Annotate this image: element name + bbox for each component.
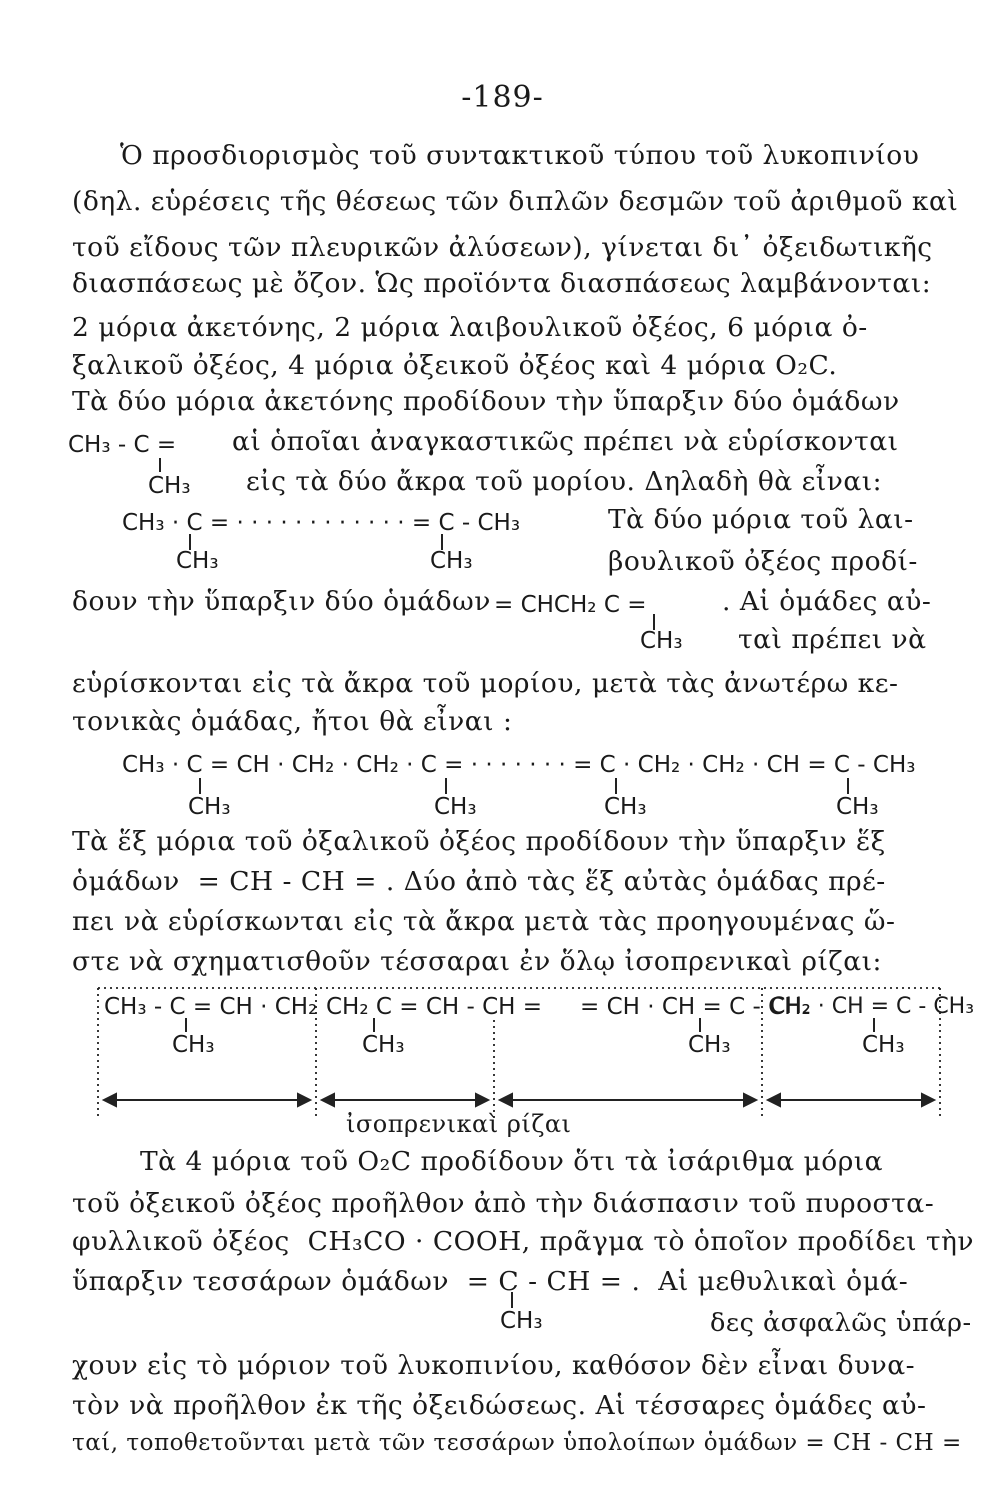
- text-line: τοῦ εἴδους τῶν πλευρικῶν ἀλύσεων), γίνεται δι᾽ ὀξειδωτικῆς: [72, 232, 933, 263]
- isoprene-unit: = CH · CH = C - CH₂: [580, 994, 811, 1020]
- text-line: διασπάσεως μὲ ὄζον. Ὡς προϊόντα διασπάσεως λαμβάνονται:: [72, 268, 932, 299]
- formula-laevulic: = CHCH₂ C =: [494, 592, 647, 618]
- text-line: ὁμάδων = CH - CH = . Δύο ἀπὸ τὰς ἕξ αὐτὰς ὁμάδας πρέ-: [72, 866, 886, 897]
- text-line: πει νὰ εὑρίσκωνται εἰς τὰ ἄκρα μετὰ τὰς προηγουμένας ὥ-: [72, 906, 896, 937]
- formula-ch3: CH₃: [148, 473, 191, 499]
- text-line: τὸν νὰ προῆλθον ἐκ τῆς ὀξειδώσεως. Αἱ τέσσαρες ὁμάδες αὐ-: [72, 1390, 927, 1421]
- text-line: τονικὰς ὁμάδας, ἤτοι θὰ εἶναι :: [72, 706, 513, 737]
- formula-ch3: CH₃: [188, 794, 231, 820]
- text-line: εὑρίσκονται εἰς τὰ ἄκρα τοῦ μορίου, μετὰ τὰς ἀνωτέρω κε-: [72, 668, 899, 699]
- formula-acetone: CH₃ - C =: [68, 432, 177, 458]
- formula-ch3: CH₃: [500, 1308, 543, 1334]
- isoprene-unit: CH₂ · CH = C - CH₃: [770, 994, 975, 1019]
- formula-ch3: CH₃: [604, 794, 647, 820]
- formula-ch3: CH₃: [176, 548, 219, 574]
- text-line: ταί, τοποθετοῦνται μετὰ τῶν τεσσάρων ὑπολοίπων ὁμάδων = CH - CH =: [72, 1430, 962, 1456]
- text-line: Τὰ δύο μόρια ἀκετόνης προδίδουν τὴν ὕπαρξιν δύο ὁμάδων: [72, 386, 900, 417]
- formula-ch3: CH₃: [862, 1032, 905, 1058]
- isoprene-unit: CH₂ C = CH - CH =: [326, 994, 543, 1020]
- isoprene-unit: CH₃ - C = CH · CH₂: [104, 994, 318, 1020]
- formula-ch3: CH₃: [836, 794, 879, 820]
- text-line: (δηλ. εὑρέσεις τῆς θέσεως τῶν διπλῶν δεσμῶν τοῦ ἀριθμοῦ καὶ: [72, 186, 959, 217]
- formula-ch3: CH₃: [362, 1032, 405, 1058]
- text-line: Τὰ ἕξ μόρια τοῦ ὀξαλικοῦ ὀξέος προδίδουν τὴν ὕπαρξιν ἕξ: [72, 826, 886, 857]
- text-line: εἰς τὰ δύο ἄκρα τοῦ μορίου. Δηλαδὴ θὰ εἶναι:: [246, 466, 883, 497]
- isoprene-label: ἰσοπρενικαὶ ρίζαι: [346, 1110, 572, 1138]
- text-line: Τὰ 4 μόρια τοῦ O₂C προδίδουν ὅτι τὰ ἰσάριθμα μόρια: [140, 1146, 884, 1177]
- formula-ch3: CH₃: [430, 548, 473, 574]
- text-line: δουν τὴν ὕπαρξιν δύο ὁμάδων: [72, 586, 491, 617]
- text-line: ξαλικοῦ ὀξέος, 4 μόρια ὀξεικοῦ ὀξέος καὶ 4 μόρια O₂C.: [72, 350, 838, 381]
- text-line: τοῦ ὀξεικοῦ ὀξέος προῆλθον ἀπὸ τὴν διάσπασιν τοῦ πυροστα-: [72, 1188, 935, 1219]
- text-line: . Αἱ ὁμάδες αὐ-: [722, 586, 932, 617]
- text-line: στε νὰ σχηματισθοῦν τέσσαραι ἐν ὅλῳ ἰσοπρενικαὶ ρίζαι:: [72, 946, 882, 977]
- text-line: δες ἀσφαλῶς ὑπάρ-: [710, 1308, 972, 1338]
- page-number: -189-: [461, 80, 544, 115]
- text-line: ὕπαρξιν τεσσάρων ὁμάδων = C - CH = . Αἱ μεθυλικαὶ ὁμά-: [72, 1266, 909, 1297]
- text-line: χουν εἰς τὸ μόριον τοῦ λυκοπινίου, καθόσον δὲν εἶναι δυνα-: [72, 1350, 916, 1381]
- text-line: αἱ ὁποῖαι ἀναγκαστικῶς πρέπει νὰ εὑρίσκονται: [232, 426, 899, 457]
- formula-chain1: CH₃ · C = · · · · · · · · · · · · = C - CH₃: [122, 510, 521, 536]
- text-line: Ὁ προσδιορισμὸς τοῦ συντακτικοῦ τύπου τοῦ λυκοπινίου: [120, 140, 920, 171]
- text-line: βουλικοῦ ὀξέος προδί-: [608, 546, 918, 577]
- formula-chain2: CH₃ · C = CH · CH₂ · CH₂ · C = · · · · · · · = C · CH₂ · CH₂ · CH = C - CH₃: [122, 752, 916, 778]
- formula-ch3: CH₃: [172, 1032, 215, 1058]
- text-line: ταὶ πρέπει νὰ: [738, 624, 927, 655]
- formula-ch3: CH₃: [434, 794, 477, 820]
- text-line: 2 μόρια ἀκετόνης, 2 μόρια λαιβουλικοῦ ὀξέος, 6 μόρια ὀ-: [72, 312, 868, 343]
- formula-ch3: CH₃: [688, 1032, 731, 1058]
- formula-ch3: CH₃: [640, 628, 683, 654]
- text-line: φυλλικοῦ ὀξέος CH₃CO · COOH, πρᾶγμα τὸ ὁποῖον προδίδει τὴν: [72, 1226, 975, 1257]
- text-line: Τὰ δύο μόρια τοῦ λαι-: [608, 504, 914, 535]
